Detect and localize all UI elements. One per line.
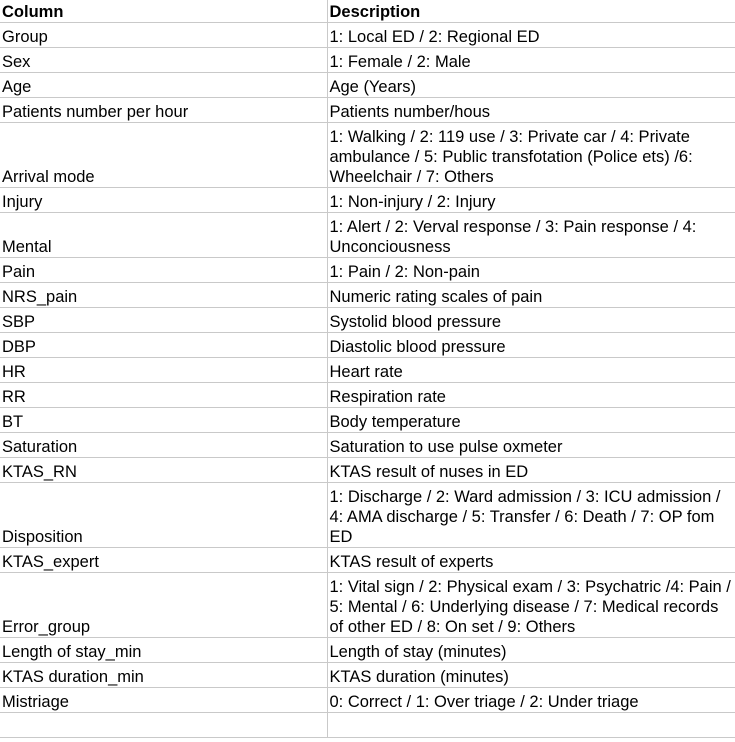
description-cell[interactable]: 1: Vital sign / 2: Physical exam / 3: Psychatric /4: Pain / 5: Mental / 6: Underlying disease / 7: Medical records of other ED / 8: On set / 9: Others: [327, 573, 735, 638]
description-cell[interactable]: KTAS result of experts: [327, 548, 735, 573]
description-cell[interactable]: 1: Pain / 2: Non-pain: [327, 258, 735, 283]
header-row: [0, 0, 735, 23]
column-name-cell[interactable]: Age: [0, 73, 327, 98]
table-row: [0, 213, 735, 258]
column-name-cell[interactable]: Mistriage: [0, 688, 327, 713]
column-name-cell[interactable]: RR: [0, 383, 327, 408]
column-name-cell[interactable]: Sex: [0, 48, 327, 73]
table-row: [0, 188, 735, 213]
table-row: [0, 638, 735, 663]
table-row: [0, 308, 735, 333]
description-cell[interactable]: Diastolic blood pressure: [327, 333, 735, 358]
description-cell[interactable]: Systolid blood pressure: [327, 308, 735, 333]
description-cell[interactable]: 1: Female / 2: Male: [327, 48, 735, 73]
column-name-cell[interactable]: Group: [0, 23, 327, 48]
column-name-cell[interactable]: KTAS_expert: [0, 548, 327, 573]
empty-cell[interactable]: [327, 713, 735, 738]
table-row: [0, 358, 735, 383]
column-name-cell[interactable]: Mental: [0, 213, 327, 258]
description-cell[interactable]: Respiration rate: [327, 383, 735, 408]
description-cell[interactable]: 1: Discharge / 2: Ward admission / 3: ICU admission / 4: AMA discharge / 5: Transfer / 6: Death / 7: OP fom ED: [327, 483, 735, 548]
column-name-cell[interactable]: DBP: [0, 333, 327, 358]
column-name-cell[interactable]: Length of stay_min: [0, 638, 327, 663]
description-cell[interactable]: KTAS result of nuses in ED: [327, 458, 735, 483]
table-row: [0, 98, 735, 123]
table-row: [0, 483, 735, 548]
column-name-cell[interactable]: HR: [0, 358, 327, 383]
description-cell[interactable]: Saturation to use pulse oxmeter: [327, 433, 735, 458]
table-row: [0, 458, 735, 483]
description-header[interactable]: Description: [327, 0, 735, 23]
description-cell[interactable]: Length of stay (minutes): [327, 638, 735, 663]
table-row: [0, 73, 735, 98]
table-row: [0, 433, 735, 458]
column-name-cell[interactable]: KTAS_RN: [0, 458, 327, 483]
description-cell[interactable]: 0: Correct / 1: Over triage / 2: Under triage: [327, 688, 735, 713]
table-row: [0, 23, 735, 48]
description-cell[interactable]: 1: Non-injury / 2: Injury: [327, 188, 735, 213]
column-name-cell[interactable]: Patients number per hour: [0, 98, 327, 123]
table-row: [0, 383, 735, 408]
column-name-cell[interactable]: Disposition: [0, 483, 327, 548]
table-row: [0, 573, 735, 638]
description-cell[interactable]: Numeric rating scales of pain: [327, 283, 735, 308]
table-body: [0, 23, 735, 738]
description-cell[interactable]: KTAS duration (minutes): [327, 663, 735, 688]
empty-cell[interactable]: [0, 713, 327, 738]
column-name-cell[interactable]: Pain: [0, 258, 327, 283]
description-cell[interactable]: Body temperature: [327, 408, 735, 433]
column-name-cell[interactable]: NRS_pain: [0, 283, 327, 308]
description-cell[interactable]: Heart rate: [327, 358, 735, 383]
description-cell[interactable]: 1: Walking / 2: 119 use / 3: Private car / 4: Private ambulance / 5: Public transfotation (Police ets) /6: Wheelchair / 7: Others: [327, 123, 735, 188]
description-cell[interactable]: Patients number/hous: [327, 98, 735, 123]
table-row: [0, 688, 735, 713]
column-name-cell[interactable]: Injury: [0, 188, 327, 213]
column-name-cell[interactable]: Arrival mode: [0, 123, 327, 188]
description-cell[interactable]: Age (Years): [327, 73, 735, 98]
column-name-cell[interactable]: Error_group: [0, 573, 327, 638]
empty-row: [0, 713, 735, 738]
column-name-cell[interactable]: KTAS duration_min: [0, 663, 327, 688]
description-cell[interactable]: 1: Alert / 2: Verval response / 3: Pain response / 4: Unconciousness: [327, 213, 735, 258]
column-name-cell[interactable]: BT: [0, 408, 327, 433]
table-row: [0, 408, 735, 433]
table-row: [0, 333, 735, 358]
table-row: [0, 283, 735, 308]
column-name-cell[interactable]: Saturation: [0, 433, 327, 458]
table-row: [0, 663, 735, 688]
table-row: [0, 548, 735, 573]
table-row: [0, 258, 735, 283]
column-name-cell[interactable]: SBP: [0, 308, 327, 333]
column-header[interactable]: Column: [0, 0, 327, 23]
table-row: [0, 123, 735, 188]
table-row: [0, 48, 735, 73]
description-cell[interactable]: 1: Local ED / 2: Regional ED: [327, 23, 735, 48]
